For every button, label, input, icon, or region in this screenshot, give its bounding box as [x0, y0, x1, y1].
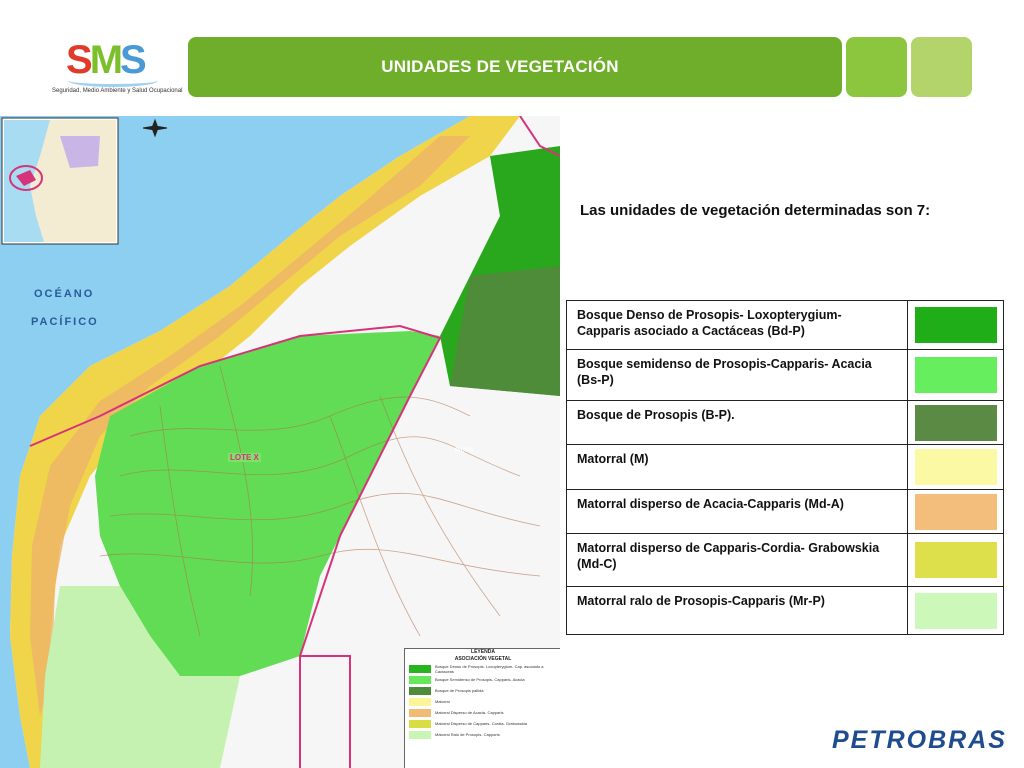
vegetation-unit-row: [567, 401, 1004, 445]
vegetation-unit-row: [567, 534, 1004, 587]
vegetation-unit-row: [567, 445, 1004, 490]
map-label-region: PIURA: [455, 448, 474, 454]
vegetation-unit-name: Matorral ralo de Prosopis-Capparis (Mr-P): [567, 587, 908, 635]
legend-swatch: [409, 709, 431, 717]
vegetation-color-swatch: [915, 449, 997, 485]
legend-item: [405, 718, 560, 729]
content-subtitle: Las unidades de vegetación determinadas son 7:: [580, 202, 931, 219]
legend-subtitle: ASOCIACIÓN VEGETAL: [454, 656, 512, 662]
vegetation-unit-color-cell: [908, 534, 1004, 587]
legend-item: [405, 729, 560, 740]
legend-item-label: Bosque Semidenso de Prosopis- Capparis- Acacia: [435, 677, 525, 682]
header-decor-square-2: [911, 37, 972, 97]
vegetation-unit-color-cell: [908, 490, 1004, 534]
map-label-ocean-line1: OCÉANO: [34, 288, 95, 300]
vegetation-color-swatch: [915, 542, 997, 578]
legend-item-label: Bosque Denso de Prosopis- Loxopterygium- Cap. asociado a Cactaceas: [435, 663, 544, 674]
vegetation-unit-color-cell: [908, 301, 1004, 350]
map-legend: [404, 648, 560, 768]
vegetation-color-swatch: [915, 405, 997, 441]
legend-item-label: Matorral Disperso de Capparis- Cordia- Grabowskia: [435, 721, 528, 726]
legend-item: [405, 707, 560, 718]
legend-title: LEYENDA: [471, 649, 495, 655]
vegetation-unit-row: [567, 490, 1004, 534]
legend-swatch: [409, 687, 431, 695]
vegetation-unit-row: [567, 587, 1004, 635]
vegetation-color-swatch: [915, 307, 997, 343]
vegetation-unit-name: Bosque Denso de Prosopis- Loxopterygium- Capparis asociado a Cactáceas (Bd-P): [567, 301, 908, 350]
page-title: UNIDADES DE VEGETACIÓN: [381, 57, 619, 76]
petrobras-logo: PETROBRAS: [832, 726, 1007, 754]
vegetation-unit-name: Matorral disperso de Capparis-Cordia- Grabowskia (Md-C): [567, 534, 908, 587]
logo-swoosh-icon: [68, 74, 158, 87]
map-label-ocean-line2: PACÍFICO: [31, 316, 99, 328]
vegetation-unit-color-cell: [908, 587, 1004, 635]
vegetation-unit-name: Bosque semidenso de Prosopis-Capparis- Acacia (Bs-P): [567, 350, 908, 401]
map-label-lot: LOTE X: [230, 453, 259, 462]
legend-swatch: [409, 676, 431, 684]
vegetation-unit-name: Matorral disperso de Acacia-Capparis (Md-A): [567, 490, 908, 534]
vegetation-color-swatch: [915, 593, 997, 629]
legend-swatch: [409, 720, 431, 728]
legend-item: [405, 685, 560, 696]
logo-subtitle: Seguridad, Medio Ambiente y Salud Ocupacional: [52, 88, 183, 94]
legend-item-label: Bosque de Prosopis pallida: [435, 688, 484, 693]
vegetation-unit-color-cell: [908, 445, 1004, 490]
legend-swatch: [409, 665, 431, 673]
vegetation-unit-color-cell: [908, 401, 1004, 445]
sms-logo-mark: SMS: [66, 38, 144, 82]
legend-item-label: Matorral Ralo de Prosopis- Capparis: [435, 732, 500, 737]
vegetation-map: [0, 116, 560, 768]
vegetation-unit-color-cell: [908, 350, 1004, 401]
header-decor-square-1: [846, 37, 907, 97]
legend-swatch: [409, 698, 431, 706]
legend-item: [405, 696, 560, 707]
legend-item-label: Matorral Disperso de Acacia- Capparis: [435, 710, 504, 715]
legend-item-label: Matorral: [435, 699, 450, 704]
vegetation-unit-row: [567, 350, 1004, 401]
vegetation-unit-row: [567, 301, 1004, 350]
vegetation-units-table: [566, 300, 1004, 635]
vegetation-unit-name: Matorral (M): [567, 445, 908, 490]
header-bar: [188, 37, 842, 97]
sms-logo: [52, 38, 183, 98]
legend-item: [405, 674, 560, 685]
vegetation-color-swatch: [915, 357, 997, 393]
vegetation-unit-name: Bosque de Prosopis (B-P).: [567, 401, 908, 445]
vegetation-color-swatch: [915, 494, 997, 530]
legend-item: [405, 663, 560, 674]
legend-swatch: [409, 731, 431, 739]
